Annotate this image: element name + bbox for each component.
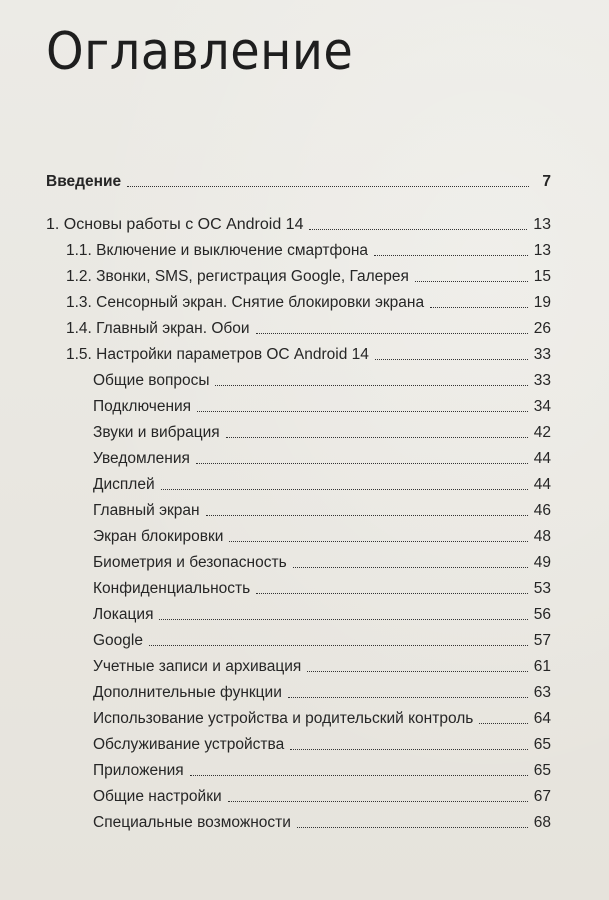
toc-entry-page: 64 xyxy=(533,710,551,727)
leader-dots xyxy=(197,411,528,412)
toc-entry-sounds[interactable] xyxy=(93,423,551,445)
toc-entry-label: Уведомления xyxy=(93,450,190,467)
leader-dots xyxy=(206,515,528,516)
toc-entry-label: Google xyxy=(93,632,143,649)
toc-entry-accessibility[interactable] xyxy=(93,813,551,835)
toc-entry-home-screen[interactable] xyxy=(93,501,551,523)
toc-entry-page: 46 xyxy=(533,502,551,519)
leader-dots xyxy=(149,645,528,646)
toc-entry-device-usage[interactable] xyxy=(93,709,551,731)
toc-entry-label: Дополнительные функции xyxy=(93,684,282,701)
toc-entry-page: 33 xyxy=(533,346,551,363)
toc-entry-label: 1. Основы работы с ОС Android 14 xyxy=(46,216,304,233)
toc-entry-label: Дисплей xyxy=(93,476,155,493)
toc-entry-label: 1.2. Звонки, SMS, регистрация Google, Галерея xyxy=(66,268,409,285)
leader-dots xyxy=(196,463,528,464)
toc-entry-page: 15 xyxy=(533,268,551,285)
toc-entry-lock-screen[interactable] xyxy=(93,527,551,549)
toc-entry-label: 1.4. Главный экран. Обои xyxy=(66,320,250,337)
toc-entry-page: 34 xyxy=(533,398,551,415)
toc-entry-apps[interactable] xyxy=(93,761,551,783)
toc-entry-label: Биометрия и безопасность xyxy=(93,554,287,571)
toc-entry-chapter-1[interactable] xyxy=(46,215,551,237)
toc-entry-page: 13 xyxy=(533,216,551,233)
toc-entry-1-1[interactable] xyxy=(66,241,551,263)
toc-entry-label: Конфиденциальность xyxy=(93,580,251,597)
toc-entry-label: Специальные возможности xyxy=(93,814,291,831)
leader-dots xyxy=(290,749,528,750)
toc-entry-page: 13 xyxy=(533,242,551,259)
leader-dots xyxy=(375,359,528,360)
toc-entry-1-5[interactable] xyxy=(66,345,551,367)
leader-dots xyxy=(374,255,528,256)
toc-entry-page: 68 xyxy=(533,814,551,831)
toc-entry-page: 26 xyxy=(533,320,551,337)
toc-entry-notifications[interactable] xyxy=(93,449,551,471)
toc-entry-label: 1.5. Настройки параметров ОС Android 14 xyxy=(66,346,369,363)
toc-entry-1-2[interactable] xyxy=(66,267,551,289)
toc-entry-label: Общие вопросы xyxy=(93,372,210,389)
toc-entry-page: 65 xyxy=(533,762,551,779)
toc-entry-label: Введение xyxy=(46,173,122,190)
toc-entry-page: 67 xyxy=(533,788,551,805)
leader-dots xyxy=(256,333,528,334)
toc-entry-label: Приложения xyxy=(93,762,184,779)
leader-dots xyxy=(228,801,528,802)
leader-dots xyxy=(293,567,528,568)
leader-dots xyxy=(190,775,528,776)
toc-entry-label: 1.1. Включение и выключение смартфона xyxy=(66,242,369,259)
toc-entry-page: 42 xyxy=(533,424,551,441)
leader-dots xyxy=(226,437,528,438)
leader-dots xyxy=(256,593,528,594)
toc-entry-page: 56 xyxy=(533,606,551,623)
toc-entry-display[interactable] xyxy=(93,475,551,497)
toc-entry-1-4[interactable] xyxy=(66,319,551,341)
leader-dots xyxy=(479,723,527,724)
toc-entry-label: Главный экран xyxy=(93,502,200,519)
toc-entry-page: 61 xyxy=(533,658,551,675)
toc-entry-general-questions[interactable] xyxy=(93,371,551,393)
toc-entry-location[interactable] xyxy=(93,605,551,627)
toc-entry-page: 65 xyxy=(533,736,551,753)
toc-entry-label: Экран блокировки xyxy=(93,528,224,545)
toc-entry-page: 33 xyxy=(533,372,551,389)
leader-dots xyxy=(288,697,528,698)
leader-dots xyxy=(215,385,527,386)
page-title: Оглавление xyxy=(46,22,354,82)
toc-entry-1-3[interactable] xyxy=(66,293,551,315)
toc-entry-label: Звуки и вибрация xyxy=(93,424,220,441)
toc-entry-page: 7 xyxy=(542,173,551,190)
toc-entry-general-settings[interactable] xyxy=(93,787,551,809)
leader-dots xyxy=(309,229,527,230)
toc-entry-page: 44 xyxy=(533,450,551,467)
toc-entry-label: Общие настройки xyxy=(93,788,222,805)
toc-entry-page: 63 xyxy=(533,684,551,701)
toc-entry-accounts-backup[interactable] xyxy=(93,657,551,679)
toc-entry-privacy[interactable] xyxy=(93,579,551,601)
leader-dots xyxy=(229,541,527,542)
toc-entry-label: Учетные записи и архивация xyxy=(93,658,302,675)
toc-entry-page: 49 xyxy=(533,554,551,571)
toc-entry-page: 19 xyxy=(533,294,551,311)
toc-entry-google[interactable] xyxy=(93,631,551,653)
toc-entry-page: 48 xyxy=(533,528,551,545)
toc-entry-intro[interactable] xyxy=(46,172,551,194)
leader-dots xyxy=(127,186,529,187)
leader-dots xyxy=(161,489,528,490)
toc-entry-page: 57 xyxy=(533,632,551,649)
toc-entry-label: Использование устройства и родительский контроль xyxy=(93,710,474,727)
leader-dots xyxy=(159,619,527,620)
toc-entry-label: Обслуживание устройства xyxy=(93,736,285,753)
leader-dots xyxy=(307,671,527,672)
leader-dots xyxy=(415,281,528,282)
toc-entry-label: Подключения xyxy=(93,398,192,415)
toc-entry-page: 44 xyxy=(533,476,551,493)
toc-entry-advanced-features[interactable] xyxy=(93,683,551,705)
toc-entry-connections[interactable] xyxy=(93,397,551,419)
leader-dots xyxy=(430,307,528,308)
leader-dots xyxy=(297,827,528,828)
toc-entry-label: Локация xyxy=(93,606,154,623)
toc-entry-device-care[interactable] xyxy=(93,735,551,757)
toc-entry-page: 53 xyxy=(533,580,551,597)
toc-entry-label: 1.3. Сенсорный экран. Снятие блокировки экрана xyxy=(66,294,425,311)
toc-entry-biometrics[interactable] xyxy=(93,553,551,575)
